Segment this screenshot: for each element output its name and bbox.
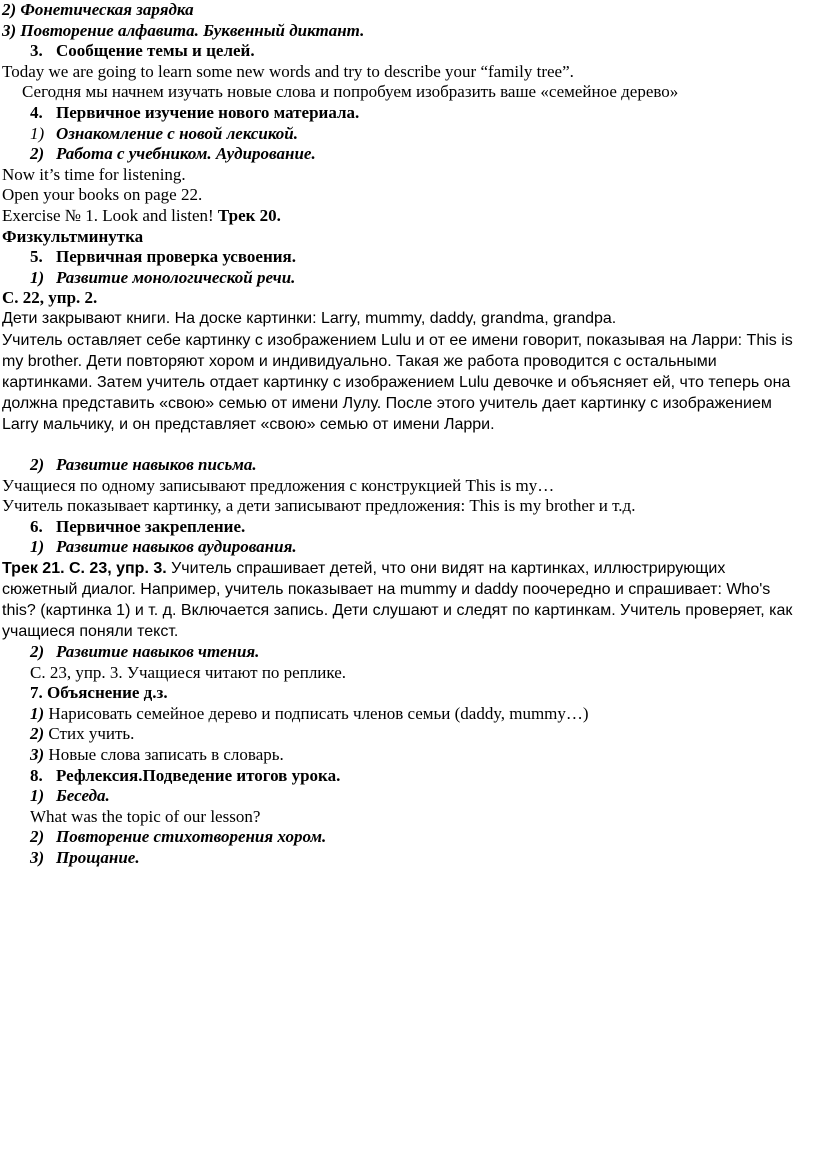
paragraph-teacher-lulu: Учитель оставляет себе картинку с изображением Lulu и от ее имени говорит, показывая на Ларри: This is my brother. Дети повторяют хором и индивидуально. Такая же работа проводится с остальными картинками. Затем учитель отдает картинку с изображением Lulu девочке и объясняет ей, что теперь она должна представить «свою» семью от имени Лулу. После этого учитель дает картинку с изображением Larry мальчику, и он представляет «свою» семью от имени Ларри.: [2, 331, 793, 433]
text-page-23-ex-3: С. 23, упр. 3. Учащиеся читают по реплике.: [30, 662, 347, 682]
sub-poem-chorus: 2) Повторение стихотворения хором.: [30, 827, 327, 847]
text-pictures-board: Дети закрывают книги. На доске картинки: Larry, mummy, daddy, grandma, grandpa.: [2, 309, 617, 327]
sub-new-vocab: 1) Ознакомление с новой лексикой.: [30, 123, 298, 143]
text-today-russian: Сегодня мы начнем изучать новые слова и попробуем изобразить ваше «семейное дерево»: [22, 82, 679, 102]
text-page-22-ex-2: С. 22, упр. 2.: [2, 288, 98, 308]
item-alphabet-review: 3) Повторение алфавита. Буквенный диктант.: [2, 20, 365, 40]
item-phonetic-drill: 2) Фонетическая зарядка: [2, 0, 194, 19]
text-writing-sentences: Учащиеся по одному записывают предложения с конструкцией This is my…: [2, 475, 555, 495]
sub-listening-skills: 1) Развитие навыков аудирования.: [30, 537, 297, 557]
heading-homework: 7. Объяснение д.з.: [30, 683, 168, 703]
heading-topic-goals: 3. Сообщение темы и целей.: [30, 41, 255, 61]
heading-consolidation: 6. Первичное закрепление.: [30, 516, 246, 536]
sub-writing: 2) Развитие навыков письма.: [30, 455, 257, 475]
sub-conversation: 1) Беседа.: [30, 786, 110, 806]
heading-reflection: 8. Рефлексия.Подведение итогов урока.: [30, 765, 341, 785]
sub-textbook-listening: 2) Работа с учебником. Аудирование.: [30, 144, 316, 164]
text-teacher-shows-picture: Учитель показывает картинку, а дети записывают предложения: This is my brother и т.д.: [2, 496, 636, 516]
text-open-books: Open your books on page 22.: [2, 185, 203, 205]
homework-item-1: 1) Нарисовать семейное дерево и подписать членов семьи (daddy, mummy…): [30, 703, 589, 723]
heading-physical-break: Физкультминутка: [2, 226, 144, 246]
sub-monologue: 1) Развитие монологической речи.: [30, 267, 296, 287]
homework-item-3: 3) Новые слова записать в словарь.: [30, 745, 284, 765]
paragraph-track-21: Трек 21. С. 23, упр. 3. Учитель спрашивает детей, что они видят на картинках, иллюстрирующих сюжетный диалог. Например, учитель показывает на mummy и daddy поочередно и спрашивает: Who's this? (картинка 1) и т. д. Включается запись. Дети слушают и следят по картинкам. Учитель проверяет, как учащиеся поняли текст.: [2, 560, 793, 641]
sub-reading-skills: 2) Развитие навыков чтения.: [30, 642, 260, 662]
sub-farewell: 3) Прощание.: [30, 848, 140, 867]
text-topic-question: What was the topic of our lesson?: [30, 806, 261, 826]
homework-item-2: 2) Стих учить.: [30, 724, 135, 744]
heading-first-check: 5. Первичная проверка усвоения.: [30, 247, 296, 267]
text-listening-time: Now it’s time for listening.: [2, 164, 186, 184]
text-exercise-1: Exercise № 1. Look and listen! Трек 20.: [2, 205, 281, 225]
heading-new-material: 4. Первичное изучение нового материала.: [30, 102, 360, 122]
text-today-english: Today we are going to learn some new words and try to describe your “family tree”.: [2, 61, 574, 81]
